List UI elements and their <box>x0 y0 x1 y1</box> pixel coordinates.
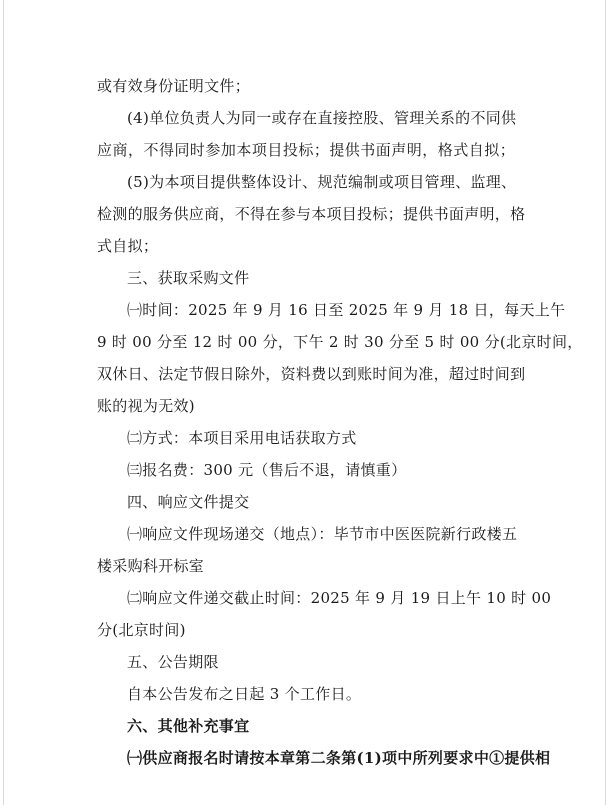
text-line: 应商，不得同时参加本项目投标；提供书面声明，格式自拟； <box>97 141 515 159</box>
text-line: ㈡响应文件递交截止时间：2025 年 9 月 19 日上午 10 时 00 <box>127 589 552 607</box>
text-line: 双休日、法定节假日除外，资料费以到账时间为准，超过时间到 <box>97 365 526 383</box>
text-line: 式自拟； <box>97 237 159 255</box>
page-right-edge <box>605 0 606 805</box>
text-line: ㈠响应文件现场递交（地点）：毕节市中医医院新行政楼五 <box>127 525 518 543</box>
section-heading: 五、公告期限 <box>127 653 219 671</box>
text-line: 自本公告发布之日起 3 个工作日。 <box>127 685 362 703</box>
text-line: ㈡方式：本项目采用电话获取方式 <box>127 429 357 447</box>
text-line: ㈠时间：2025 年 9 月 16 日至 2025 年 9 月 18 日，每天上午 <box>127 301 566 319</box>
text-line-bold: ㈠供应商报名时请按本章第二条第(1)项中所列要求中①提供相 <box>127 749 551 767</box>
section-heading: 三、获取采购文件 <box>127 269 250 287</box>
text-line: ㈢报名费：300 元（售后不退，请慎重） <box>127 461 407 479</box>
text-line: 账的视为无效) <box>97 397 195 415</box>
page-left-edge <box>3 0 4 805</box>
text-line: 或有效身份证明文件； <box>97 77 251 95</box>
text-line: (4)单位负责人为同一或存在直接控股、管理关系的不同供 <box>127 109 517 127</box>
text-line: (5)为本项目提供整体设计、规范编制或项目管理、监理、 <box>127 173 517 191</box>
text-line: 分(北京时间) <box>97 621 186 639</box>
text-line: 楼采购科开标室 <box>97 557 205 575</box>
text-line: 检测的服务供应商，不得在参与本项目投标；提供书面声明，格 <box>97 205 526 223</box>
text-line: 9 时 00 分至 12 时 00 分，下午 2 时 30 分至 5 时 00 分(北京时间， <box>97 333 583 351</box>
section-heading: 四、响应文件提交 <box>127 493 250 511</box>
section-heading-bold: 六、其他补充事宜 <box>127 717 250 735</box>
